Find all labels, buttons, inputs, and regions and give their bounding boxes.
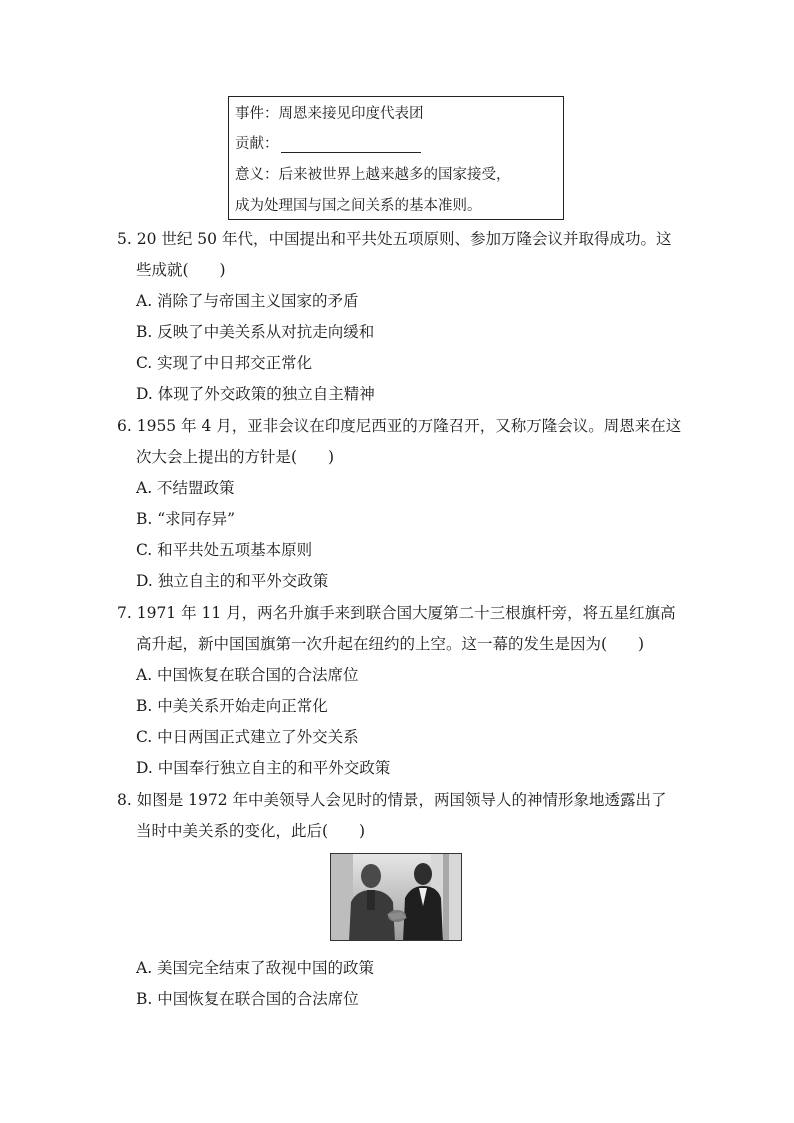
question-5-option-c: C. 实现了中日邦交正常化 bbox=[136, 354, 313, 372]
leaders-meeting-photo bbox=[330, 853, 462, 941]
photo-illustration bbox=[331, 854, 462, 941]
question-6-line-1: 6. 1955 年 4 月，亚非会议在印度尼西亚的万隆召开，又称万隆会议。周恩来在这 bbox=[117, 417, 682, 435]
question-7-option-a: A. 中国恢复在联合国的合法席位 bbox=[136, 666, 359, 684]
info-significance-line-1: 意义：后来被世界上越来越多的国家接受， bbox=[235, 167, 511, 183]
question-5-option-a: A. 消除了与帝国主义国家的矛盾 bbox=[136, 292, 359, 310]
info-significance-line-2: 成为处理国与国之间关系的基本准则。 bbox=[235, 198, 482, 214]
answer-blank-line bbox=[281, 138, 421, 153]
question-7-line-1: 7. 1971 年 11 月，两名升旗手来到联合国大厦第二十三根旗杆旁，将五星红旗高 bbox=[117, 604, 676, 622]
question-8-option-b: B. 中国恢复在联合国的合法席位 bbox=[136, 990, 359, 1008]
question-6-option-b: B. “求同存异” bbox=[136, 510, 236, 528]
question-5-line-1: 5. 20 世纪 50 年代，中国提出和平共处五项原则、参加万隆会议并取得成功。这 bbox=[117, 230, 672, 248]
question-8-line-2: 当时中美关系的变化，此后( ) bbox=[136, 822, 366, 840]
question-7-line-2: 高升起，新中国国旗第一次升起在纽约的上空。这一幕的发生是因为( ) bbox=[136, 635, 645, 653]
info-contribution bbox=[235, 135, 421, 153]
question-6-option-d: D. 独立自主的和平外交政策 bbox=[136, 572, 329, 590]
question-6-option-c: C. 和平共处五项基本原则 bbox=[136, 541, 313, 559]
question-8-line-1: 8. 如图是 1972 年中美领导人会见时的情景，两国领导人的神情形象地透露出了 bbox=[117, 791, 667, 809]
info-box bbox=[228, 96, 564, 220]
question-6-option-a: A. 不结盟政策 bbox=[136, 479, 235, 497]
question-5-option-b: B. 反映了中美关系从对抗走向缓和 bbox=[136, 323, 375, 341]
question-7-option-b: B. 中美关系开始走向正常化 bbox=[136, 697, 328, 715]
question-5-option-d: D. 体现了外交政策的独立自主精神 bbox=[136, 385, 375, 403]
question-7-option-d: D. 中国奉行独立自主的和平外交政策 bbox=[136, 759, 391, 777]
question-7-option-c: C. 中日两国正式建立了外交关系 bbox=[136, 728, 359, 746]
question-8-option-a: A. 美国完全结束了敌视中国的政策 bbox=[136, 959, 375, 977]
question-6-line-2: 次大会上提出的方针是( ) bbox=[136, 448, 335, 466]
info-event: 事件：周恩来接见印度代表团 bbox=[235, 106, 424, 122]
question-5-line-2: 些成就( ) bbox=[136, 261, 226, 279]
info-contribution-label: 贡献： bbox=[235, 136, 279, 152]
